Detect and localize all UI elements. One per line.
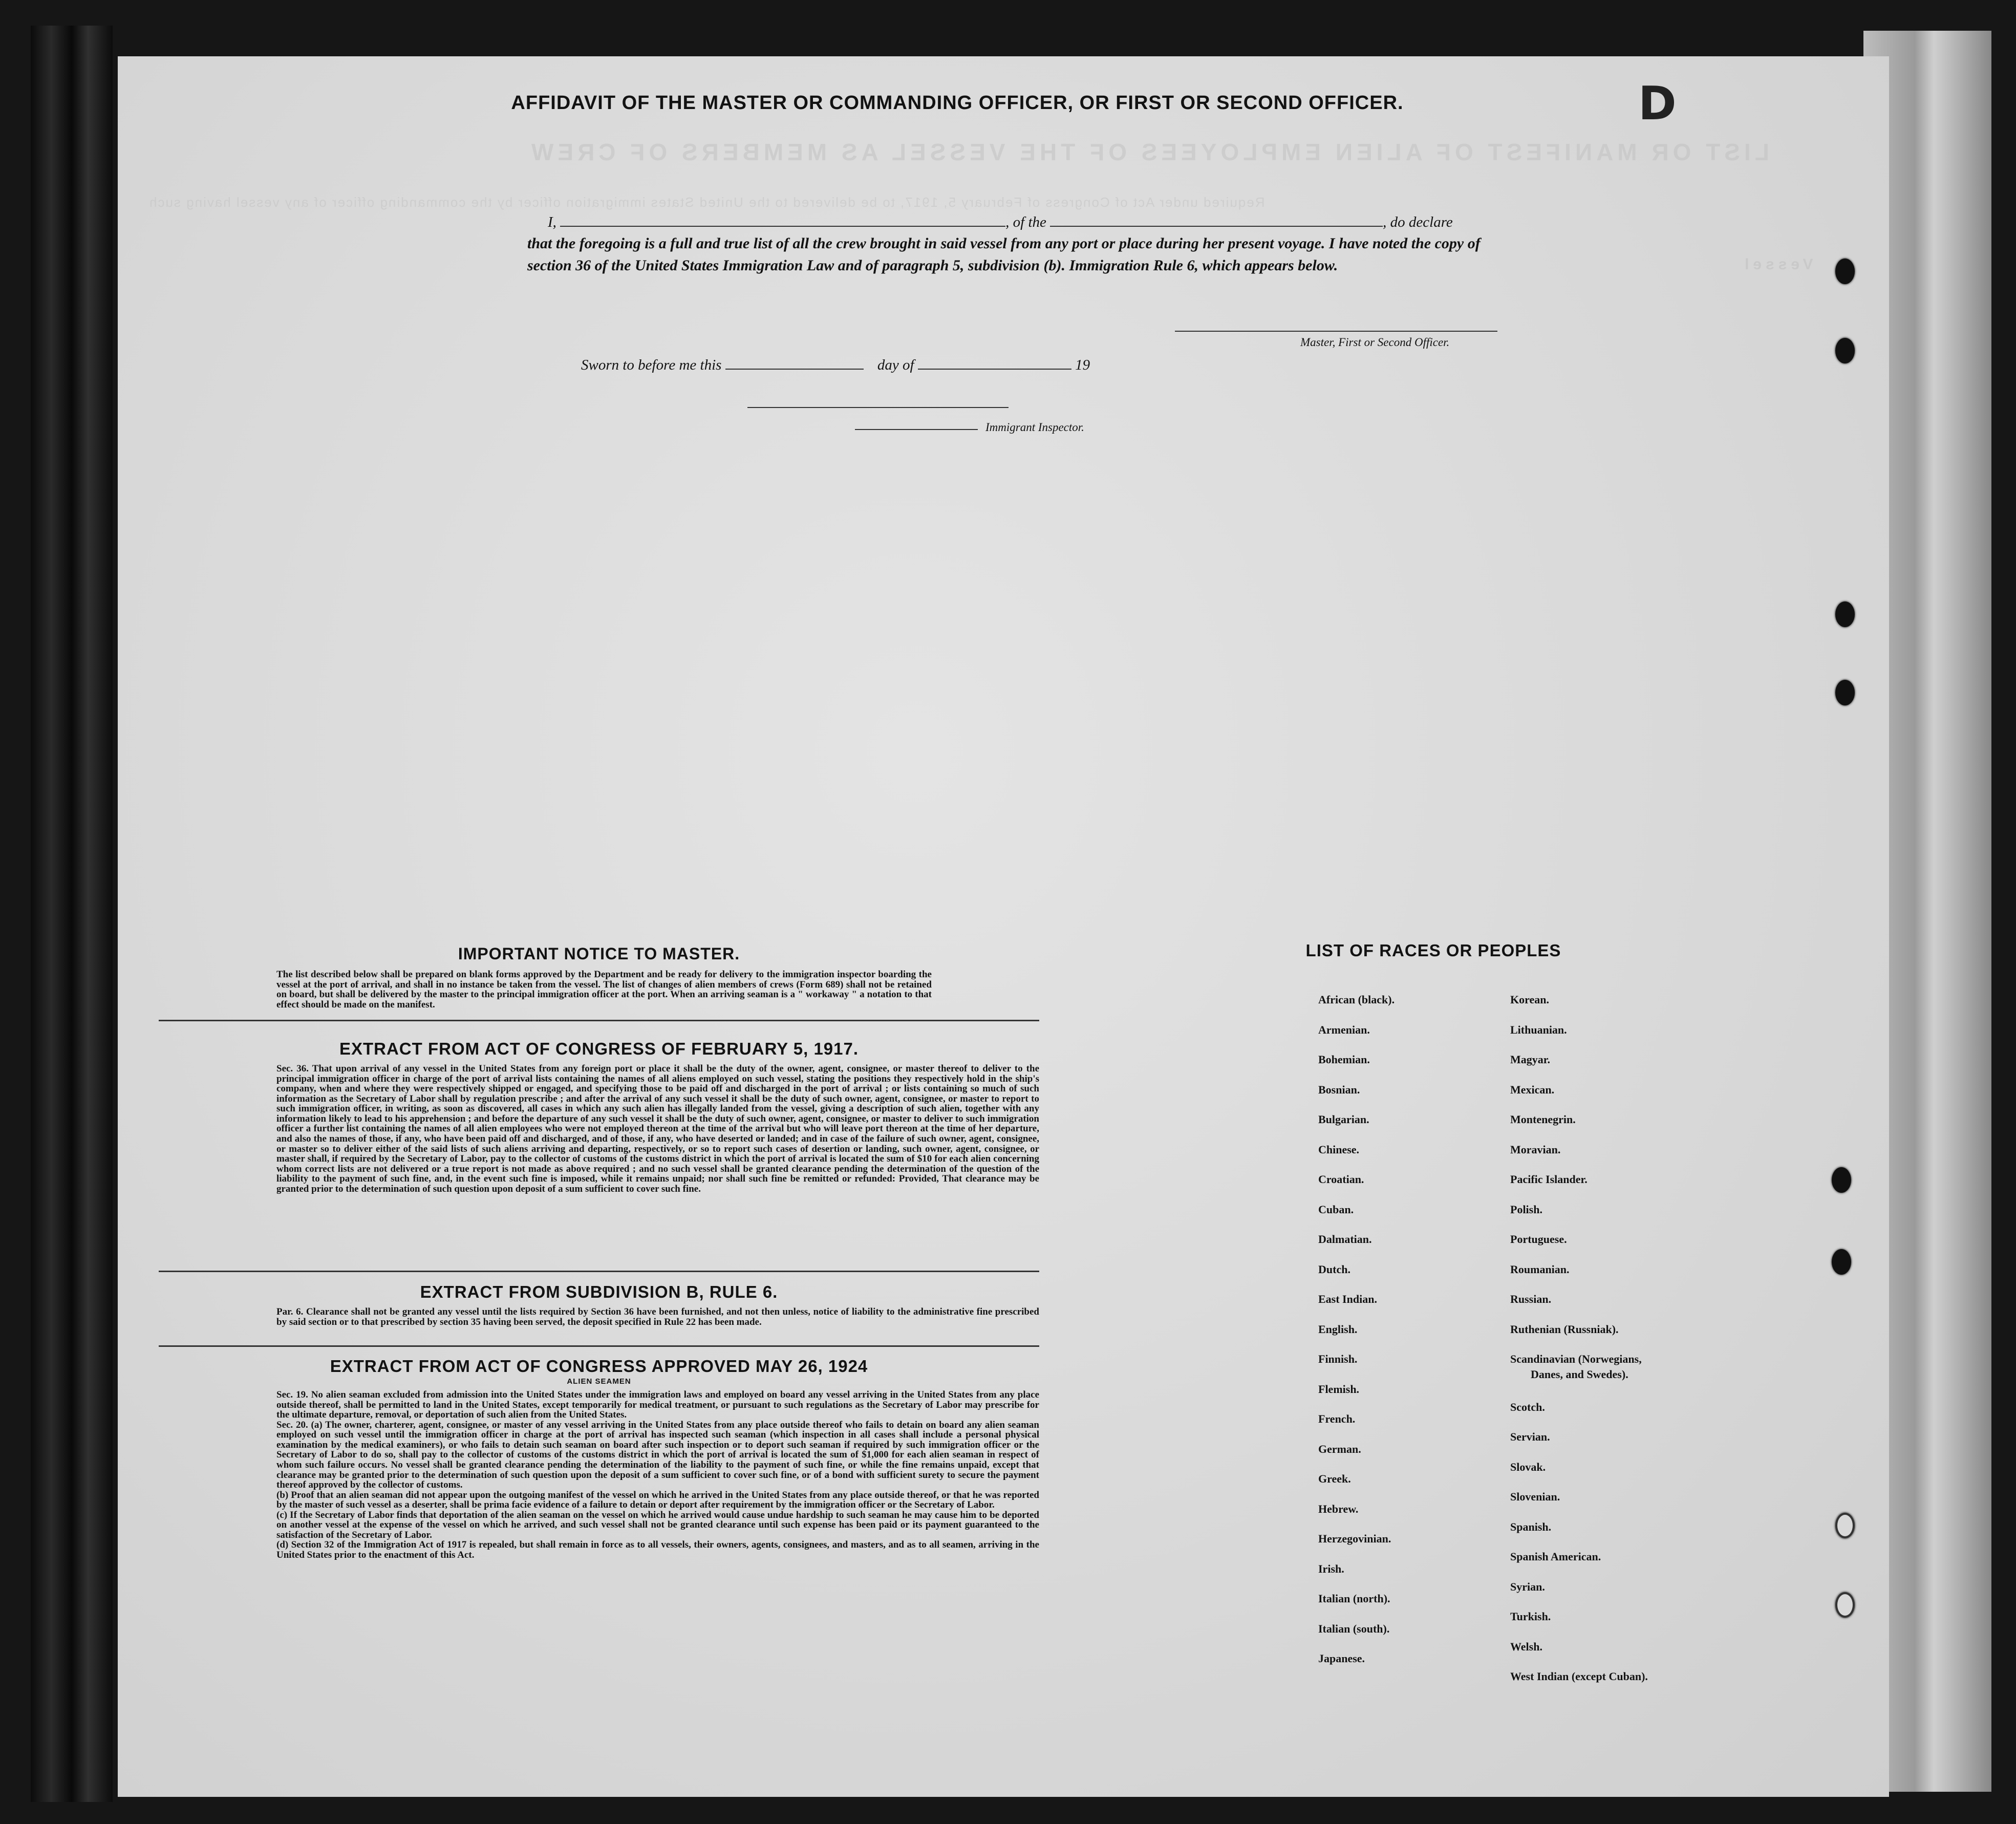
race-item: Servian.: [1510, 1430, 1550, 1443]
master-signature-field[interactable]: [1175, 331, 1497, 332]
important-notice: [154, 945, 1044, 1010]
race-item: Greek.: [1318, 1472, 1351, 1485]
race-item: Lithuanian.: [1510, 1023, 1567, 1036]
notice-title: IMPORTANT NOTICE TO MASTER.: [458, 945, 740, 963]
race-item: Slovenian.: [1510, 1490, 1560, 1503]
punch-hole-7: [1835, 1513, 1855, 1538]
race-item: Croatian.: [1318, 1173, 1364, 1186]
race-item: Bosnian.: [1318, 1083, 1360, 1096]
sec-20d-paragraph: (d) Section 32 of the Immigration Act of 1917 is repealed, but shall remain in force as to all vessels, their owners, agents, consignees, and masters, and as to all seamen, arriving in the United States prior to the enactment of this Act.: [276, 1539, 1039, 1560]
race-item: Armenian.: [1318, 1023, 1370, 1036]
race-item: Russian.: [1510, 1293, 1552, 1305]
divider-3: [159, 1345, 1039, 1347]
race-item: Finnish.: [1318, 1353, 1358, 1365]
punch-hole-1: [1835, 259, 1855, 284]
race-item: Turkish.: [1510, 1610, 1551, 1623]
extract-1917-body: Sec. 36. That upon arrival of any vessel in the United States from any foreign port or place it shall be the duty of the owner, agent, consignee, or master thereof to deliver to the principal immigration officer in charge of the port of arrival lists containing the names of all aliens employed on such vessel, stating the positions they respectively hold in the ship's company, when and where they were respectively shipped or engaged, and specifying those to be paid off and discharged in the port of arrival ; or lists containing so much of such information as the Secretary of Labor shall by regulation prescribe ; and after the arrival of any such vessel it shall be the duty of such owner, agent, consignee, or master to report to such immigration officer, in writing, as soon as discovered, all cases in which any such alien has illegally landed from the vessel, giving a description of such alien, together with any information likely to lead to his apprehension ; and before the departure of any such vessel it shall be the duty of such owner, agent, consignee, or master to deliver to such immigration officer a further list containing the names of all alien employees who were not employed thereon at the time of the arrival but who will leave port thereon at the time of her departure, and also the names of those, if any, who have been paid off and discharged, and of those, if any, who have deserted or landed; and in case of the failure of such owner, agent, consignee, or master so to deliver either of the said lists of such aliens arriving and departing, respectively, or so to report such cases of desertion or landing, such owner, agent, consignee, or master shall, if required by the Secretary of Labor, pay to the collector of customs of the customs district in which the port of arrival is located the sum of $10 for each alien concerning whom correct lists are not delivered or a true report is not made as above required ; and no such vessel shall be granted clearance pending the determination of the question of the liability to the payment of such fine, and, in the event such fine is imposed, while it remains unpaid; nor shall such fine be remitted or refunded: Provided, That clearance may be granted prior to the determination of such question upon deposit of a sum sufficient to cover such fine.: [276, 1063, 1039, 1194]
race-item: Portuguese.: [1510, 1233, 1567, 1246]
inspector-caption: Immigrant Inspector.: [985, 421, 1084, 434]
sworn-month-field[interactable]: [918, 354, 1071, 370]
race-item: Flemish.: [1318, 1383, 1360, 1396]
race-item: Bulgarian.: [1318, 1113, 1369, 1126]
races-title: LIST OF RACES OR PEOPLES: [1305, 941, 1561, 960]
punch-hole-2: [1835, 338, 1855, 363]
race-item: Scotch.: [1510, 1401, 1545, 1413]
book-binding: [31, 26, 113, 1802]
corner-mark: D: [1638, 77, 1677, 131]
race-item: Slovak.: [1510, 1461, 1546, 1473]
master-caption: Master, First or Second Officer.: [1300, 336, 1450, 349]
declaration-of-the: , of the: [1005, 214, 1046, 230]
race-item: Italian (north).: [1318, 1592, 1390, 1605]
notice-body: The list described below shall be prepared on blank forms approved by the Department and be ready for delivery to the immigration inspector boarding the vessel at the port of arrival, and shall in no instance be taken from the vessel. The list of changes of alien members of crews (Form 689) shall not be retained on board, but shall be delivered by the master to the principal immigration officer at the port. When an arriving seaman is a " workaway " a notation to that effect should be made on the manifest.: [276, 969, 932, 1010]
race-item: African (black).: [1318, 993, 1395, 1006]
race-item: Polish.: [1510, 1203, 1542, 1216]
divider-1: [159, 1020, 1039, 1021]
sworn-text: Sworn to before me this: [581, 357, 722, 373]
race-item: Welsh.: [1510, 1640, 1542, 1653]
race-item: Hebrew.: [1318, 1503, 1359, 1515]
race-item: Chinese.: [1318, 1143, 1360, 1156]
punch-hole-3: [1835, 602, 1855, 627]
race-item: English.: [1318, 1323, 1358, 1336]
race-item: Mexican.: [1510, 1083, 1555, 1096]
punch-hole-8: [1835, 1592, 1855, 1618]
affidavit-paragraph: that the foregoing is a full and true list of all the crew brought in said vessel from any port or place during her present voyage. I have noted the copy of section 36 of the United States Immigration Law and of paragraph 5, subdivision (b). Immigration Rule 6, which appears below.: [527, 235, 1481, 274]
race-item: German.: [1318, 1443, 1361, 1455]
divider-2: [159, 1271, 1039, 1272]
race-item: Italian (south).: [1318, 1622, 1390, 1635]
race-item: Bohemian.: [1318, 1053, 1370, 1066]
race-item: Syrian.: [1510, 1580, 1545, 1593]
race-item: French.: [1318, 1412, 1356, 1425]
sworn-line: [581, 354, 1090, 374]
officer-name-field[interactable]: [560, 211, 1005, 227]
punch-hole-6: [1832, 1249, 1851, 1275]
extract-rule6: [154, 1282, 1044, 1327]
race-item: West Indian (except Cuban).: [1510, 1670, 1648, 1683]
race-item: Korean.: [1510, 993, 1549, 1006]
race-item: Ruthenian (Russniak).: [1510, 1323, 1619, 1336]
race-item: Scandinavian (Norwegians,: [1510, 1353, 1642, 1365]
inspector-signature-field-2[interactable]: [855, 429, 978, 430]
race-item: Danes, and Swedes).: [1531, 1368, 1628, 1381]
declaration-end: , do declare: [1383, 214, 1453, 230]
sworn-day-of: day of: [877, 357, 914, 373]
sec-20b-paragraph: (b) Proof that an alien seaman did not appear upon the outgoing manifest of the vessel on which he arrived in the United States from any place outside thereof, or that he was reported by the master of such vessel as a deserter, shall be prima facie evidence of a failure to detain or deport after requirement by the immigration officer or the Secretary of Labor.: [276, 1489, 1039, 1511]
inspector-signature-field[interactable]: [747, 407, 1009, 408]
declaration-i: I,: [548, 214, 556, 230]
race-item: Dutch.: [1318, 1263, 1350, 1276]
extract-rule6-body: Par. 6. Clearance shall not be granted any vessel until the lists required by Section 36 have been furnished, and not then unless, notice of liability to the administrative fine prescribed by said section or to that prescribed by section 35 having been served, the deposit specified in Rule 22 has been made.: [276, 1306, 1039, 1327]
race-item: Montenegrin.: [1510, 1113, 1576, 1126]
bleed-through-title: LIST OR MANIFEST OF ALIEN EMPLOYEES OF THE VESSEL AS MEMBERS OF CREW: [527, 139, 1769, 165]
race-item: East Indian.: [1318, 1293, 1377, 1305]
sec-20c-paragraph: (c) If the Secretary of Labor finds that deportation of the alien seaman on the vessel on which he arrived would cause undue hardship to such seaman he may cause him to be deported on another vessel at the expense of the vessel on which he arrived, and such vessel shall not be granted clearance until such expense has been paid or its payment guaranteed to the satisfaction of the Secretary of Labor.: [276, 1509, 1039, 1540]
race-item: Roumanian.: [1510, 1263, 1570, 1276]
race-item: Spanish.: [1510, 1520, 1552, 1533]
extract-1924-body: [154, 1390, 1044, 1560]
bleed-through-subtitle: Required under Act of Congress of February 5, 1917, to be delivered to the United States immigration officer by the commanding officer of any vessel having such: [148, 195, 1265, 210]
extract-1924-subtitle: ALIEN SEAMEN: [567, 1377, 631, 1386]
sworn-year: 19: [1075, 357, 1090, 373]
punch-hole-4: [1835, 680, 1855, 705]
extract-rule6-title: EXTRACT FROM SUBDIVISION B, RULE 6.: [420, 1282, 778, 1301]
sworn-date-field[interactable]: [725, 354, 864, 370]
race-item: Dalmatian.: [1318, 1233, 1372, 1246]
sec-19-paragraph: Sec. 19. No alien seaman excluded from admission into the United States under the immigration laws and employed on board any vessel arriving in the United States from any place outside thereof, shall be permitted to land in the United States, except temporarily for medical treatment, or pursuant to such regulations as the Secretary of Labor may prescribe for the ultimate departure, removal, or deportation of such alien from the United States.: [276, 1389, 1039, 1421]
extract-1917-title: EXTRACT FROM ACT OF CONGRESS OF FEBRUARY 5, 1917.: [339, 1039, 859, 1058]
vessel-name-field[interactable]: [1050, 211, 1383, 227]
affidavit-declaration-line: [548, 211, 1453, 231]
race-item: Japanese.: [1318, 1652, 1365, 1665]
affidavit-title: AFFIDAVIT OF THE MASTER OR COMMANDING OFFICER, OR FIRST OR SECOND OFFICER.: [511, 92, 1404, 114]
race-item: Irish.: [1318, 1562, 1344, 1575]
extract-1924: [154, 1357, 1044, 1560]
race-item: Magyar.: [1510, 1053, 1551, 1066]
punch-hole-5: [1832, 1167, 1851, 1193]
race-item: Pacific Islander.: [1510, 1173, 1588, 1186]
sec-20a-paragraph: Sec. 20. (a) The owner, charterer, agent, consignee, or master of any vessel arriving in the United States from any place outside thereof who fails to detain on board any alien seaman employed on such vessel until the immigration officer in charge at the port of arrival has inspected such seaman (which inspection in all cases shall include a personal physical examination by the medical examiners), or who fails to detain such seaman on board after such inspection or to deport such seaman if required by such immigration officer or the Secretary of Labor to do so, shall pay to the collector of customs of the customs district in which the port of arrival is located the sum of $1,000 for each alien seaman in respect of whom such failure occurs. No vessel shall be granted clearance pending the determination of the liability to the payment of such fine, or while the fine remains unpaid, except that clearance may be granted prior to the determination of such question upon the deposit of a sum sufficient to cover such fine, or of a bond with sufficient surety to secure the payment thereof approved by the collector of customs.: [276, 1419, 1039, 1491]
extract-1917: [154, 1039, 1044, 1194]
extract-1924-title: EXTRACT FROM ACT OF CONGRESS APPROVED MAY 26, 1924: [330, 1357, 868, 1376]
race-item: Cuban.: [1318, 1203, 1354, 1216]
bleed-through-vessel: Vessel: [1741, 256, 1813, 273]
race-item: Herzegovinian.: [1318, 1532, 1391, 1545]
race-item: Moravian.: [1510, 1143, 1561, 1156]
race-item: Spanish American.: [1510, 1550, 1601, 1563]
